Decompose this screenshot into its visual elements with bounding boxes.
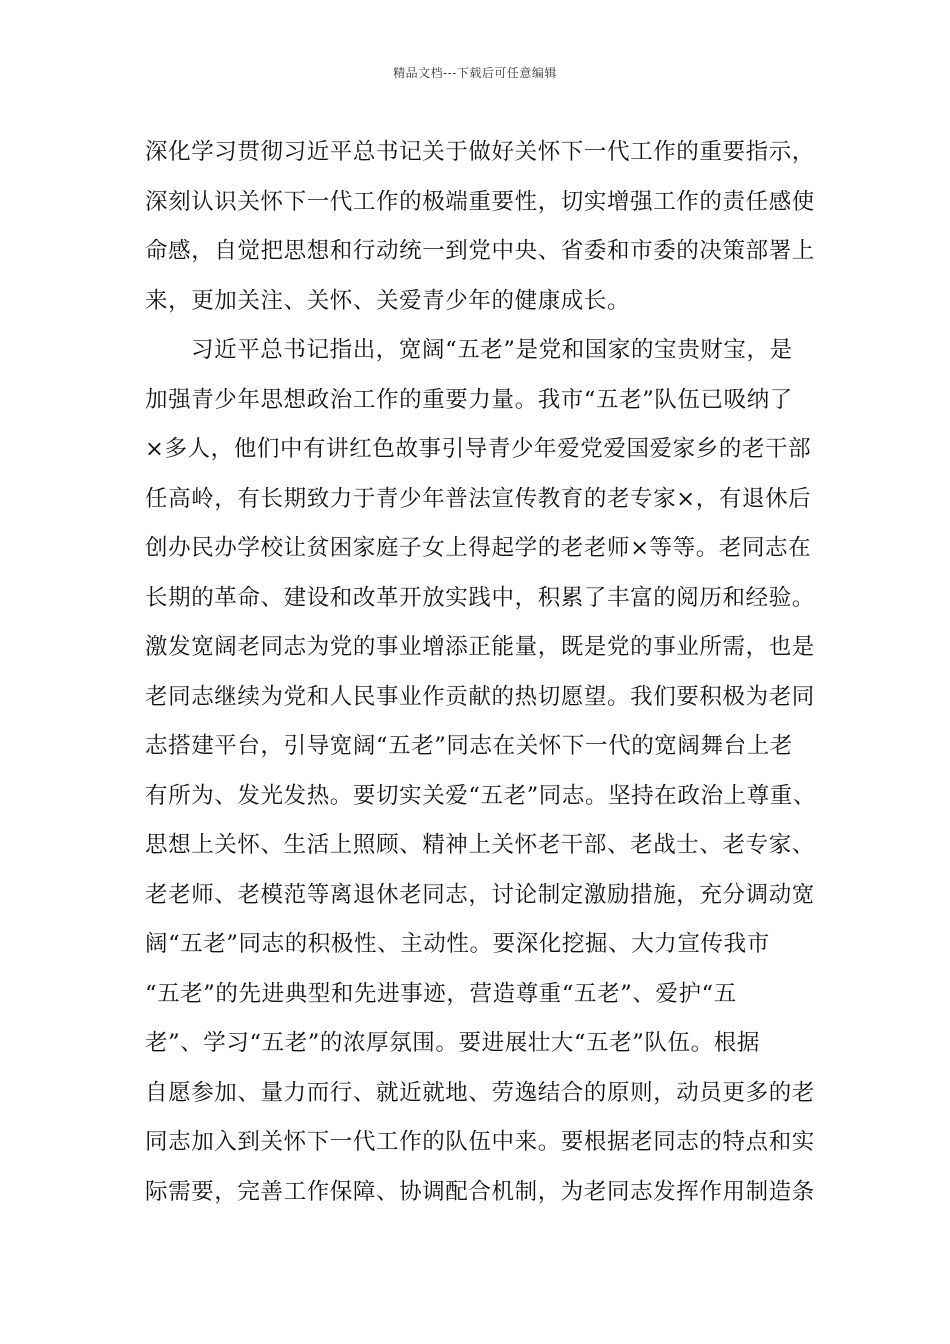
text-line: 老老师、老模范等离退休老同志，讨论制定激励措施，充分调动宽 <box>145 881 815 908</box>
text-line: “五老”的先进典型和先进事迹，营造尊重“五老”、爱护“五 <box>145 980 737 1007</box>
page-header: 精品文档---下载后可任意编辑 <box>393 66 557 80</box>
paragraph-start-line: 习近平总书记指出，宽阔“五老”是党和国家的宝贵财宝，是 <box>191 337 793 363</box>
text-line: 老同志继续为党和人民事业作贡献的热切愿望。我们要积极为老同 <box>145 683 815 710</box>
text-line: 志搭建平台，引导宽阔“五老”同志在关怀下一代的宽阔舞台上老 <box>145 733 793 759</box>
text-line: 有所为、发光发热。要切实关爱“五老”同志。坚持在政治上尊重、 <box>145 782 817 809</box>
text-line: 老”、学习“五老”的浓厚氛围。要进展壮大“五老”队伍。根据 <box>145 1030 760 1056</box>
text-line: 激发宽阔老同志为党的事业增添正能量，既是党的事业所需，也是 <box>145 634 815 660</box>
text-line: 思想上关怀、生活上照顾、精神上关怀老干部、老战士、老专家、 <box>145 832 815 858</box>
document-body <box>145 128 825 1217</box>
text-line: 长期的革命、建设和改革开放实践中，积累了丰富的阅历和经验。 <box>145 584 815 611</box>
text-line: 深化学习贯彻习近平总书记关于做好关怀下一代工作的重要指示， <box>145 139 815 165</box>
text-line: 来，更加关注、关怀、关爱青少年的健康成长。 <box>145 287 631 314</box>
text-line: 加强青少年思想政治工作的重要力量。我市“五老”队伍已吸纳了 <box>145 386 793 413</box>
text-line: 深刻认识关怀下一代工作的极端重要性，切实增强工作的责任感使 <box>145 188 815 215</box>
text-line: 命感，自觉把思想和行动统一到党中央、省委和市委的决策部署上 <box>145 238 815 264</box>
text-line: 自愿参加、量力而行、就近就地、劳逸结合的原则，动员更多的老 <box>145 1079 815 1106</box>
text-line: 阔“五老”同志的积极性、主动性。要深化挖掘、大力宣传我市 <box>145 931 770 957</box>
text-line: 创办民办学校让贫困家庭子女上得起学的老老师×等等。老同志在 <box>145 535 812 561</box>
text-line: 际需要，完善工作保障、协调配合机制，为老同志发挥作用制造条 <box>145 1178 815 1205</box>
text-line: ×多人，他们中有讲红色故事引导青少年爱党爱国爱家乡的老干部 <box>145 436 812 462</box>
text-line: 任高岭，有长期致力于青少年普法宣传教育的老专家×，有退休后 <box>145 485 812 512</box>
text-line: 同志加入到关怀下一代工作的队伍中来。要根据老同志的特点和实 <box>145 1129 815 1155</box>
